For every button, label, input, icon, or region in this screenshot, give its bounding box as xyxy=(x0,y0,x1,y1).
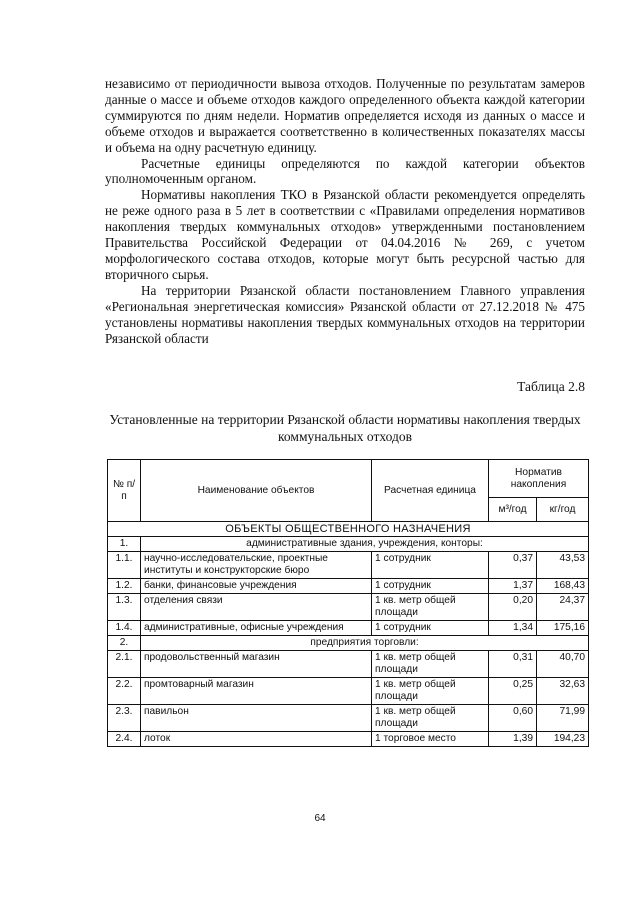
section-title: ОБЪЕКТЫ ОБЩЕСТВЕННОГО НАЗНАЧЕНИЯ xyxy=(108,522,589,537)
cell-unit: 1 сотрудник xyxy=(372,552,489,579)
group-row xyxy=(108,537,589,552)
cell-kg: 71,99 xyxy=(537,705,589,732)
cell-m3: 0,25 xyxy=(489,678,537,705)
cell-name: лоток xyxy=(141,732,372,747)
cell-unit: 1 кв. метр общей площади xyxy=(372,678,489,705)
table-row xyxy=(108,552,589,579)
cell-unit: 1 сотрудник xyxy=(372,621,489,636)
cell-unit: 1 кв. метр общей площади xyxy=(372,651,489,678)
table-title: Установленные на территории Рязанской области нормативы накопления твердых коммунальных отходов xyxy=(109,412,581,444)
table-row xyxy=(108,621,589,636)
group-title: административные здания, учреждения, конторы: xyxy=(141,537,589,552)
paragraph-continuation: независимо от периодичности вывоза отходов. Полученные по результатам замеров данные о массе и объеме отходов каждого определенного объекта каждой категории суммируются по дням недели. Норматив определяется исходя из данных о массе и объеме отходов и выражается соответственно в количественных показателях массы и объема на одну расчетную единицу. xyxy=(105,76,585,155)
cell-num: 1.1. xyxy=(108,552,141,579)
cell-unit: 1 кв. метр общей площади xyxy=(372,594,489,621)
group-row xyxy=(108,636,589,651)
cell-num: 2.3. xyxy=(108,705,141,732)
cell-m3: 1,39 xyxy=(489,732,537,747)
cell-kg: 168,43 xyxy=(537,579,589,594)
cell-m3: 1,34 xyxy=(489,621,537,636)
table-label: Таблица 2.8 xyxy=(517,379,585,394)
cell-num: 1.2. xyxy=(108,579,141,594)
header-norm: Норматив накопления xyxy=(489,460,589,498)
page-number: 64 xyxy=(314,813,326,824)
header-num: № п/п xyxy=(108,460,141,522)
body-text xyxy=(105,76,585,346)
cell-name: продовольственный магазин xyxy=(141,651,372,678)
header-kg: кг/год xyxy=(537,498,589,522)
cell-num: 1.4. xyxy=(108,621,141,636)
cell-m3: 0,20 xyxy=(489,594,537,621)
paragraph-resolution: На территории Рязанской области постановлением Главного управления «Региональная энергетическая комиссия» Рязанской области от 27.12.2018 № 475 установлены нормативы накопления твердых коммунальных отходов на территории Рязанской области xyxy=(105,282,585,346)
cell-unit: 1 кв. метр общей площади xyxy=(372,705,489,732)
cell-kg: 24,37 xyxy=(537,594,589,621)
cell-kg: 194,23 xyxy=(537,732,589,747)
cell-kg: 32,63 xyxy=(537,678,589,705)
cell-num: 2.1. xyxy=(108,651,141,678)
paragraph-norms: Нормативы накопления ТКО в Рязанской области рекомендуется определять не реже одного раза в 5 лет в соответствии с «Правилами определения нормативов накопления твердых коммунальных отходов» утвержденными постановлением Правительства Российской Федерации от 04.04.2016 № 269, с учетом морфологического состава отходов, которые могут быть ресурсной частью для вторичного сырья. xyxy=(105,187,585,282)
table-row xyxy=(108,732,589,747)
cell-name: павильон xyxy=(141,705,372,732)
cell-m3: 0,60 xyxy=(489,705,537,732)
cell-name: научно-исследовательские, проектные институты и конструкторские бюро xyxy=(141,552,372,579)
cell-num: 2.2. xyxy=(108,678,141,705)
table-row xyxy=(108,579,589,594)
cell-m3: 0,37 xyxy=(489,552,537,579)
header-m3: м³/год xyxy=(489,498,537,522)
table-row xyxy=(108,705,589,732)
table-row xyxy=(108,651,589,678)
table-row xyxy=(108,678,589,705)
header-name: Наименование объектов xyxy=(141,460,372,522)
cell-unit: 1 торговое место xyxy=(372,732,489,747)
cell-num: 1.3. xyxy=(108,594,141,621)
cell-name: банки, финансовые учреждения xyxy=(141,579,372,594)
cell-name: отделения связи xyxy=(141,594,372,621)
norms-table xyxy=(107,459,589,747)
header-unit: Расчетная единица xyxy=(372,460,489,522)
cell-name: административные, офисные учреждения xyxy=(141,621,372,636)
table-row xyxy=(108,594,589,621)
group-num: 1. xyxy=(108,537,141,552)
group-num: 2. xyxy=(108,636,141,651)
paragraph-units: Расчетные единицы определяются по каждой категории объектов уполномоченным органом. xyxy=(105,155,585,187)
cell-m3: 1,37 xyxy=(489,579,537,594)
cell-kg: 175,16 xyxy=(537,621,589,636)
group-title: предприятия торговли: xyxy=(141,636,589,651)
cell-kg: 40,70 xyxy=(537,651,589,678)
cell-kg: 43,53 xyxy=(537,552,589,579)
cell-m3: 0,31 xyxy=(489,651,537,678)
cell-num: 2.4. xyxy=(108,732,141,747)
cell-unit: 1 сотрудник xyxy=(372,579,489,594)
section-row xyxy=(108,522,589,537)
cell-name: промтоварный магазин xyxy=(141,678,372,705)
